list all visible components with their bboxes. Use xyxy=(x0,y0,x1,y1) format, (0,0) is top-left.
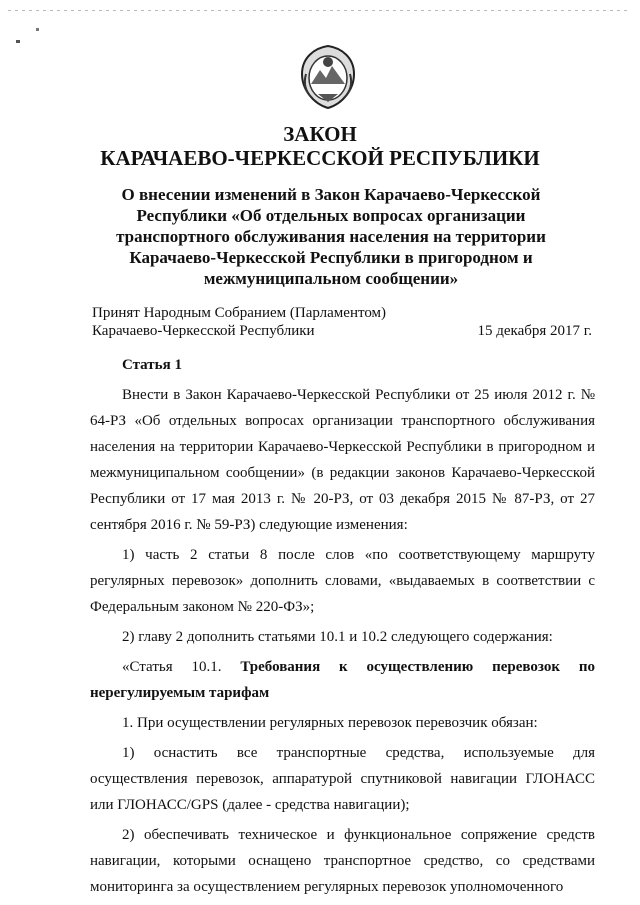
adopted-by-republic: Карачаево-Черкесской Республики xyxy=(92,323,315,339)
paragraph: 1) часть 2 статьи 8 после слов «по соответствующему маршруту регулярных перевозок» дополнить словами, «выдаваемых в соответствии с Федеральным законом № 220-ФЗ»; xyxy=(90,547,595,615)
article-heading: Статья 1 xyxy=(122,357,182,373)
article-number: «Статья 10.1. xyxy=(122,659,222,675)
republic-title: КАРАЧАЕВО-ЧЕРКЕССКОЙ РЕСПУБЛИКИ xyxy=(100,146,540,170)
paragraph: 1. При осуществлении регулярных перевозок перевозчик обязан: xyxy=(122,715,538,731)
document-type-title: ЗАКОН xyxy=(283,122,357,146)
coat-of-arms-emblem xyxy=(298,44,358,110)
law-subtitle: О внесении изменений в Закон Карачаево-Черкесской Республики «Об отдельных вопросах организации транспортного обслуживания населения на территории Карачаево-Черкесской Республики в пригородном и межмуниципальном сообщении» xyxy=(116,185,546,288)
adopted-by-line: Принят Народным Собранием (Парламентом) xyxy=(92,305,387,321)
paragraph: 2) обеспечивать техническое и функциональное сопряжение средств навигации, которыми оснащено транспортное средство, со средствами мониторинга за осуществлением регулярных перевозок уполномоченного xyxy=(90,827,595,895)
adoption-info xyxy=(92,304,592,340)
article-title-bold: Требования к осуществлению перевозок по нерегулируемым тарифам xyxy=(90,659,595,701)
scan-artifact-line xyxy=(8,10,628,11)
adoption-date: 15 декабря 2017 г. xyxy=(477,323,592,339)
paragraph: 1) оснастить все транспортные средства, используемые для осуществления перевозок, аппаратурой спутниковой навигации ГЛОНАСС или ГЛОНАСС/GPS (далее - средства навигации); xyxy=(90,745,595,813)
adopted-row xyxy=(92,322,592,340)
paragraph: 2) главу 2 дополнить статьями 10.1 и 10.2 следующего содержания: xyxy=(122,629,553,645)
paragraph: Внести в Закон Карачаево-Черкесской Республики от 25 июля 2012 г. № 64-РЗ «Об отдельных вопросах организации транспортного обслуживания населения на территории Карачаево-Черкесской Республики в пригородном и межмуниципальном сообщении» (в редакции законов Карачаево-Черкесской Республики от 17 мая 2013 г. № 20-РЗ, от 03 декабря 2015 № 87-РЗ, от 27 сентября 2016 г. № 59-РЗ) следующие изменения: xyxy=(90,387,595,533)
document-body xyxy=(90,352,595,904)
paragraph-article-10-1 xyxy=(90,654,595,706)
scan-artifact-mark xyxy=(16,40,20,43)
scan-artifact-mark xyxy=(36,28,39,31)
